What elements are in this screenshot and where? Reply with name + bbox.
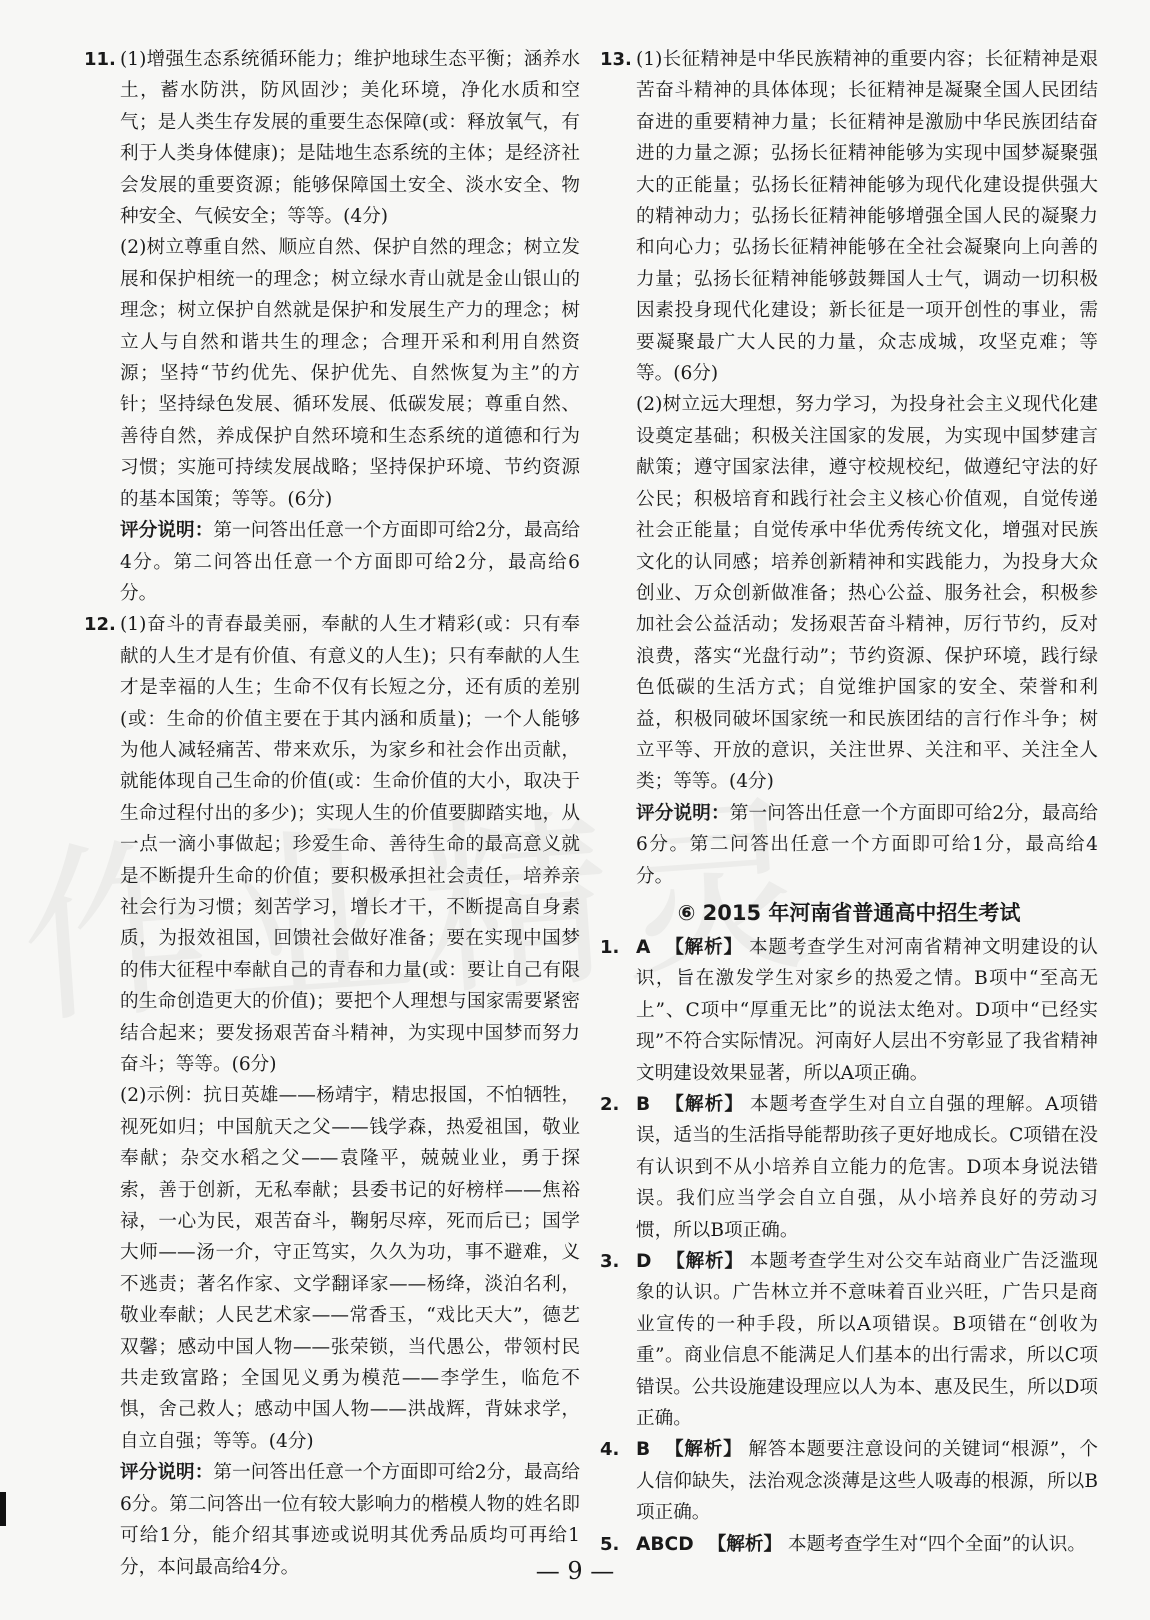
scoring-note-text: 第一问答出任意一个方面即可给2分，最高给6分。第二问答出任意一个方面即可给1分，最高给4分。 [636, 802, 1098, 887]
answer-part-2: (2)示例：抗日英雄——杨靖宇，精忠报国，不怕牺牲，视死如归；中国航天之父——钱学森，热爱祖国，敬业奉献；杂交水稻之父——袁隆平，兢兢业业，勇于探索，善于创新，无私奉献；县委书记的好榜样——焦裕禄，一心为民，艰苦奋斗，鞠躬尽瘁，死而后已；国学大师——汤一介，守正笃实，久久为功，事不避难，义不逃责；著名作家、文学翻译家——杨绛，淡泊名利，敬业奉献；人民艺术家——常香玉，“戏比天大”，德艺双馨；感动中国人物——张荣锁，当代愚公，带领村民共走致富路；全国见义勇为模范——李学生，临危不惧，舍己救人；感动中国人物——洪战辉，背妹求学，自立自强；等等。(4分) [120, 1085, 580, 1452]
scoring-note [636, 798, 1098, 892]
answer-letter: D [636, 1251, 652, 1273]
analysis-text: 本题考查学生对自立自强的理解。A项错误，适当的生活指导能帮助孩子更好地成长。C项错在没有认识到不从小培养自立能力的危害。D项本身说法错误。我们应当学会自立自强，从小培养良好的劳动习惯，所以B项正确。 [636, 1094, 1098, 1241]
question-number: 13. [600, 49, 632, 70]
question-13 [600, 44, 1098, 892]
mc-question-2 [600, 1089, 1098, 1246]
left-column [84, 44, 580, 1583]
mc-question-3 [600, 1246, 1098, 1434]
answer-letter: ABCD [636, 1533, 694, 1555]
right-column [600, 44, 1098, 1560]
scoring-note-label: 评分说明： [120, 1462, 214, 1484]
mc-question-5 [600, 1529, 1098, 1560]
analysis-label: 【解析】 [665, 1251, 744, 1273]
mc-question-1 [600, 932, 1098, 1089]
question-number: 2. [600, 1094, 620, 1115]
answer-part-1: (1)增强生态系统循环能力；维护地球生态平衡；涵养水土，蓄水防洪，防风固沙；美化环境，净化水质和空气；是人类生存发展的重要生态保障(或：释放氧气，有利于人类身体健康)；是陆地生态系统的主体；是经济社会发展的重要资源；能够保障国土安全、淡水安全、物种安全、气候安全；等等。(4分) [120, 49, 580, 228]
question-number: 11. [84, 49, 116, 70]
page-number: — 9 — [535, 1557, 615, 1585]
section-title: ⑥ 2015 年河南省普通高中招生考试 [677, 900, 1021, 925]
answer-part-1: (1)长征精神是中华民族精神的重要内容；长征精神是艰苦奋斗精神的具体体现；长征精神是凝聚全国人民团结奋进的重要精神力量；长征精神是激励中华民族团结奋进的力量之源；弘扬长征精神能够为实现中国梦凝聚强大的正能量；弘扬长征精神能够为现代化建设提供强大的精神动力；弘扬长征精神能够增强全国人民的凝聚力和向心力；弘扬长征精神能够在全社会凝聚向上向善的力量；弘扬长征精神能够鼓舞国人士气，调动一切积极因素投身现代化建设；新长征是一项开创性的事业，需要凝聚最广大人民的力量，众志成城，攻坚克难；等等。(6分) [636, 49, 1098, 385]
analysis-text: 解答本题要注意设问的关键词“根源”，个人信仰缺失，法治观念淡薄是这些人吸毒的根源，所以B项正确。 [636, 1439, 1098, 1524]
scoring-note-label: 评分说明： [120, 520, 214, 542]
analysis-label: 【解析】 [664, 1439, 743, 1461]
answer-part-1: (1)奋斗的青春最美丽，奉献的人生才精彩(或：只有奉献的人生才是有价值、有意义的人生)；只有奉献的人生才是幸福的人生；生命不仅有长短之分，还有质的差别(或：生命的价值主要在于其内涵和质量)；一个人能够为他人减轻痛苦、带来欢乐，为家乡和社会作出贡献，就能体现自己生命的价值(或：生命价值的大小，取决于生命过程付出的多少)；实现人生的价值要脚踏实地，从一点一滴小事做起；珍爱生命、善待生命的最高意义就是不断提升生命的价值；要积极承担社会责任，培养亲社会行为习惯；刻苦学习，增长才干，不断提高自身素质，为报效祖国，回馈社会做好准备；要在实现中国梦的伟大征程中奉献自己的青春和力量(或：要让自己有限的生命创造更大的价值)；要把个人理想与国家需要紧密结合起来；要发扬艰苦奋斗精神，为实现中国梦而努力奋斗；等等。(6分) [120, 614, 580, 1075]
analysis-label: 【解析】 [664, 936, 743, 958]
answer-letter: B [636, 1094, 651, 1115]
analysis-label: 【解析】 [707, 1533, 783, 1555]
question-number: 1. [600, 936, 620, 958]
scoring-note [120, 515, 580, 609]
scoring-note-label: 评分说明： [636, 802, 730, 824]
answer-letter: A [636, 936, 651, 958]
question-number: 4. [600, 1439, 620, 1461]
scoring-note-text: 第一问答出任意一个方面即可给2分，最高给4分。第二问答出任意一个方面即可给2分，最高给6分。 [120, 520, 580, 604]
mc-question-4 [600, 1434, 1098, 1528]
analysis-text: 本题考查学生对河南省精神文明建设的认识，旨在激发学生对家乡的热爱之情。B项中“至高无上”、C项中“厚重无比”的说法太绝对。D项中“已经实现”不符合实际情况。河南好人层出不穷彰显了我省精神文明建设效果显著，所以A项正确。 [636, 936, 1098, 1084]
question-11 [84, 44, 580, 609]
question-number: 12. [84, 614, 116, 636]
scan-edge-mark [0, 1492, 6, 1526]
answer-part-2: (2)树立远大理想，努力学习，为投身社会主义现代化建设奠定基础；积极关注国家的发展，为实现中国梦建言献策；遵守国家法律，遵守校规校纪，做遵纪守法的好公民；积极培育和践行社会主义核心价值观，自觉传递社会正能量；自觉传承中华优秀传统文化，增强对民族文化的认同感；培养创新精神和实践能力，为投身大众创业、万众创新做准备；热心公益、服务社会，积极参加社会公益活动；发扬艰苦奋斗精神，厉行节约，反对浪费，落实“光盘行动”；节约资源、保护环境，践行绿色低碳的生活方式；自觉维护国家的安全、荣誉和利益，积极同破坏国家统一和民族团结的言行作斗争；树立平等、开放的意识，关注世界、关注和平、关注全人类；等等。(4分) [636, 394, 1098, 793]
analysis-text: 本题考查学生对“四个全面”的认识。 [788, 1533, 1086, 1555]
question-number: 5. [600, 1533, 620, 1555]
analysis-text: 本题考查学生对公交车站商业广告泛滥现象的认识。广告林立并不意味着百业兴旺，广告只是商业宣传的一种手段，所以A项错误。B项错在“创收为重”。商业信息不能满足人们基本的出行需求，所以C项错误。公共设施建设理应以人为本、惠及民生，所以D项正确。 [636, 1251, 1098, 1430]
answer-letter: B [636, 1439, 651, 1461]
analysis-label: 【解析】 [664, 1094, 744, 1115]
answer-part-2: (2)树立尊重自然、顺应自然、保护自然的理念；树立发展和保护相统一的理念；树立绿水青山就是金山银山的理念；树立保护自然就是保护和发展生产力的理念；树立人与自然和谐共生的理念；合理开采和利用自然资源；坚持“节约优先、保护优先、自然恢复为主”的方针；坚持绿色发展、循环发展、低碳发展；尊重自然、善待自然，养成保护自然环境和生态系统的道德和行为习惯；实施可持续发展战略；坚持保护环境、节约资源的基本国策；等等。(6分) [120, 237, 580, 510]
scoring-note-text: 第一问答出任意一个方面即可给2分，最高给6分。第二问答出一位有较大影响力的楷模人物的姓名即可给1分，能介绍其事迹或说明其优秀品质均可再给1分，本问最高给4分。 [120, 1462, 580, 1578]
question-12 [84, 609, 580, 1583]
question-number: 3. [600, 1251, 620, 1273]
